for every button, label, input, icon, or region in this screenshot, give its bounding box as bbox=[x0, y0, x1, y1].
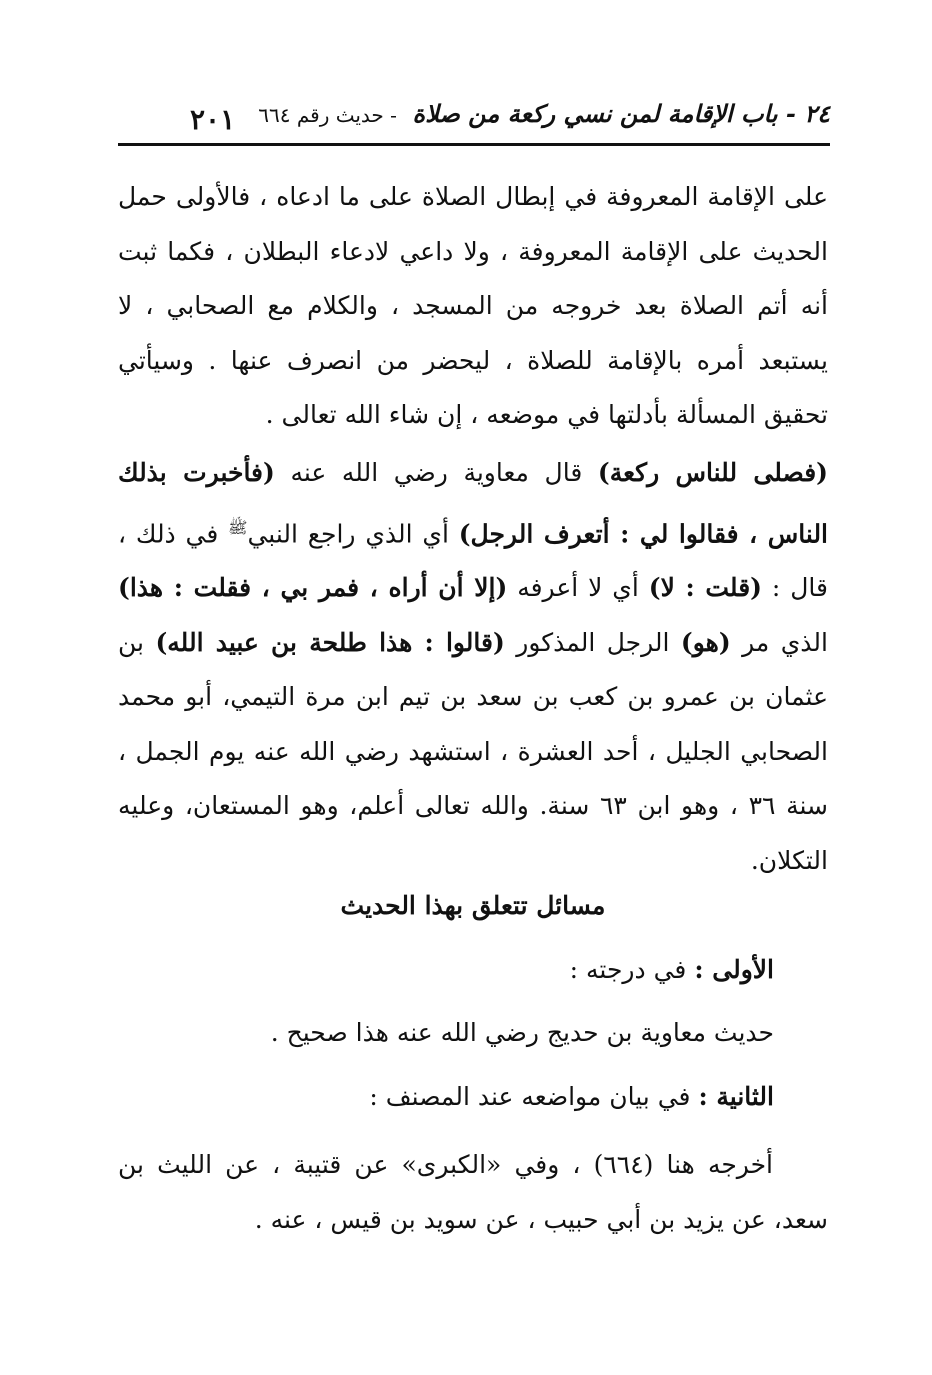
quote-5: (هو) bbox=[680, 627, 731, 657]
commentary-3: في ذلك ، قال : bbox=[118, 518, 828, 603]
commentary-7: بن عثمان بن عمرو بن كعب بن سعد بن تيم ابن مرة التيمي، أبو محمد الصحابي الجليل ، أحد العشرة ، استشهد رضي الله عنه يوم الجمل ، سنة ٣٦ ، وهو ابن ٦٣ سنة. والله تعالى أعلم، وهو المستعان، وعليه التكلان. bbox=[118, 627, 828, 875]
header-rule bbox=[118, 143, 830, 146]
paragraph-2 bbox=[118, 446, 828, 888]
running-header bbox=[118, 95, 830, 147]
commentary-5: الذي مر bbox=[742, 627, 828, 657]
issue-2-label: الثانية : bbox=[698, 1082, 774, 1111]
paragraph-1: على الإقامة المعروفة في إبطال الصلاة على ما ادعاه ، فالأولى حمل الحديث على الإقامة المعروفة ، ولا داعي لادعاء البطلان ، فكما ثبت أنه أتم الصلاة بعد خروجه من المسجد ، والكلام مع الصحابي ، لا يستبعد أمره بالإقامة للصلاة ، ليحضر من انصرف عنها . وسيأتي تحقيق المسألة بأدلتها في موضعه ، إن شاء الله تعالى . bbox=[118, 182, 828, 429]
quote-3: (قلت : لا) bbox=[648, 573, 762, 603]
section-title: مسائل تتعلق بهذا الحديث bbox=[340, 891, 606, 920]
commentary-2: أي الذي راجع النبي bbox=[247, 518, 449, 548]
chapter-title: ٢٤ - باب الإقامة لمن نسي ركعة من صلاة bbox=[412, 99, 830, 128]
issue-1-label: الأولى : bbox=[694, 955, 774, 984]
commentary-6: الرجل المذكور bbox=[516, 627, 670, 657]
quote-4: (إلا أن أراه ، فمر بي ، فقلت : هذا) bbox=[118, 573, 508, 603]
hadith-number: - حديث رقم ٦٦٤ bbox=[258, 103, 397, 127]
quote-1: (فصلى للناس ركعة) bbox=[597, 458, 828, 487]
issue-2-body: أخرجه هنا (٦٦٤) ، وفي «الكبرى» عن قتيبة ، عن الليث بن سعد، عن يزيد بن أبي حبيب ، عن سويد بن قيس ، عنه . bbox=[118, 1150, 828, 1234]
issue-2-text: في بيان مواضعه عند المصنف : bbox=[369, 1082, 691, 1111]
issue-1-heading bbox=[570, 948, 774, 992]
salutation-glyph: ﷺ bbox=[228, 517, 248, 537]
running-title bbox=[258, 99, 830, 128]
issue-1-text: في درجته : bbox=[569, 955, 687, 984]
issue-1-body: حديث معاوية بن حديج رضي الله عنه هذا صحيح . bbox=[270, 1018, 774, 1047]
commentary-4: أي لا أعرفه bbox=[517, 573, 639, 603]
quote-2: (فأخبرت بذلك الناس ، فقالوا لي : أتعرف الرجل) bbox=[118, 458, 829, 548]
issue-2-heading bbox=[369, 1075, 774, 1119]
quote-6: (قالوا : هذا طلحة بن عبيد الله) bbox=[155, 627, 505, 657]
commentary-1: قال معاوية رضي الله عنه bbox=[290, 458, 583, 487]
page-number: ٢٠١ bbox=[180, 103, 245, 136]
